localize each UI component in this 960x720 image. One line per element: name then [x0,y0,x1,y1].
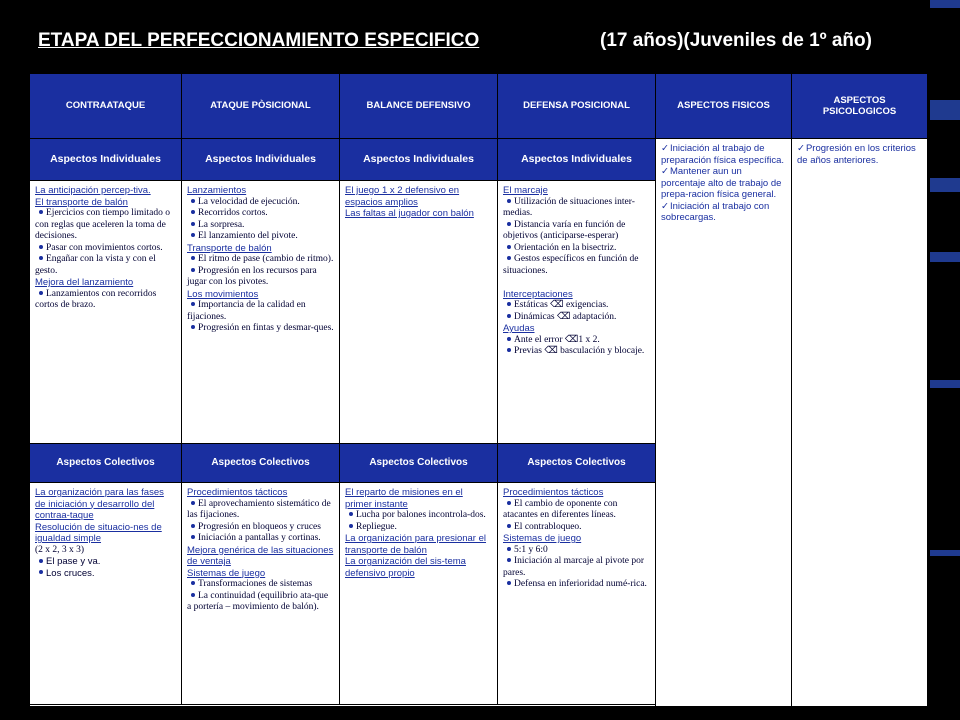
training-table [29,73,928,707]
cell-individual-balance [340,181,498,444]
cell-collective-defensa [498,483,656,705]
bullet-item [187,231,334,243]
item-text: Repliegue. [356,521,397,532]
bullet-icon [191,593,195,597]
bullet-icon [507,501,511,505]
bullet-icon [191,535,195,539]
topic-heading [187,487,334,499]
item-text: El reparto de misiones en el primer instante [345,487,463,510]
topic-heading [345,556,492,579]
item-text: Sistemas de juego [503,533,582,544]
item-text: Interceptaciones [503,288,573,300]
bullet-icon [191,581,195,585]
item-text: Mejora genérica de las situaciones de ventaja [187,544,334,567]
bullet-item [503,545,650,557]
topic-heading [187,185,334,197]
bullet-icon [191,199,195,203]
col-header-ataque: ATAQUE PÒSICIONAL [182,74,340,139]
bullet-icon [191,325,195,329]
col-header-defensa: DEFENSA POSICIONAL [498,74,656,139]
bullet-item [35,243,176,255]
item-text: La organización del sis-tema defensivo propio [345,556,466,579]
decorative-bar [930,178,960,192]
bullet-item [503,522,650,534]
decorative-bar [930,252,960,262]
item-text: Procedimientos tácticos [187,487,288,498]
bullet-item [187,208,334,220]
item-text: Gestos específicos en función de situaciones. [503,254,639,276]
item-text: El contrabloqueo. [514,521,582,532]
aspect-item [661,201,786,224]
topic-heading [345,533,492,556]
bullet-item [187,579,334,591]
bullet-item [345,510,492,522]
item-text: Progresión en los criterios de años anteriores. [797,143,916,166]
decorative-bar [930,380,960,388]
topic-heading [187,568,334,580]
topic-heading [503,289,650,301]
bullet-item [503,579,650,591]
bullet-icon [39,559,43,563]
bullet-icon [349,524,353,528]
item-text: El ritmo de pase (cambio de ritmo). [198,254,334,264]
bullet-icon [39,570,43,574]
topic-heading [35,185,176,197]
topic-heading [503,533,650,545]
item-text: El juego 1 x 2 defensivo en espacios amplios [345,185,460,208]
check-icon: ✓ [661,143,669,154]
item-text: El marcaje [503,185,548,196]
bullet-icon [507,314,511,318]
item-text: Iniciación al trabajo de preparación física específica. [661,143,785,166]
cell-aspectos-psicologicos [792,139,928,707]
item-text: Previas ⌫ basculación y blocaje. [514,346,645,356]
item-text: Mejora del lanzamiento [35,277,134,288]
title-age: (17 años)(Juveniles de 1º año) [600,30,872,51]
bullet-item [503,300,650,312]
item-text: El aprovechamiento sistemático de las fijaciones. [187,498,331,520]
item-text: Recorridos cortos. [198,208,268,218]
bullet-icon [191,233,195,237]
item-text: 5:1 y 6:0 [514,544,548,555]
topic-heading [345,487,492,510]
col-header-psicologicos: ASPECTOS PSICOLOGICOS [792,74,928,139]
decorative-bar [930,550,960,556]
bullet-item [345,522,492,534]
bullet-item [187,323,334,335]
bullet-icon [507,337,511,341]
col-header-fisicos: ASPECTOS FISICOS [656,74,792,139]
topic-heading [187,545,334,568]
bullet-icon [39,245,43,249]
topic-heading [35,522,176,545]
item-text: La organización para las fases de iniciación y desarrollo del contraa-taque [35,487,164,521]
item-text: El cambio de oponente con atacantes en diferentes líneas. [503,498,618,520]
bullet-icon [191,524,195,528]
bullet-item [187,197,334,209]
topic-heading [345,185,492,208]
bullet-item [35,289,176,312]
aspect-item [661,143,786,166]
col-header-balance: BALANCE DEFENSIVO [340,74,498,139]
check-icon: ✓ [661,166,669,177]
spacer-cell [30,705,656,707]
item-text: Importancia de la calidad en fijaciones. [187,300,306,322]
bullet-item [503,197,650,220]
bullet-item [503,243,650,255]
item-text: El pase y va. [46,556,101,567]
item-text: La velocidad de ejecución. [198,196,300,207]
topic-heading [503,323,650,335]
bullet-item [503,335,650,347]
bullet-item [503,556,650,579]
bullet-icon [39,210,43,214]
decorative-bar [930,0,960,8]
item-text: La organización para presionar el transporte de balón [345,533,487,556]
item-text: Estáticas ⌫ exigencias. [514,300,609,310]
cell-collective-ataque [182,483,340,705]
topic-heading [503,185,650,197]
cell-individual-contraataque [30,181,182,444]
bullet-icon [39,256,43,260]
topic-heading [35,277,176,289]
item-text: La sorpresa. [198,219,245,230]
bullet-item [503,499,650,522]
topic-heading [187,289,334,301]
cell-individual-ataque [182,181,340,444]
item-text: El transporte de balón [35,196,128,208]
bullet-item [35,556,176,568]
bullet-icon [191,210,195,214]
item-text: Orientación en la bisectriz. [514,242,617,253]
item-text: El lanzamiento del pivote. [198,231,298,241]
bullet-icon [507,256,511,260]
item-text: La anticipación percep-tiva. [35,185,151,196]
aspect-item [661,166,786,201]
item-text: Iniciación al trabajo con sobrecargas. [661,200,770,223]
item-text: Dinámicas ⌫ adaptación. [514,311,617,322]
item-text: Lanzamientos [187,185,247,196]
plain-text [35,545,176,557]
item-text: Ayudas [503,323,535,334]
item-text: Engañar con la vista y con el gesto. [35,254,156,276]
item-text: Los movimientos [187,288,259,300]
title-main: ETAPA DEL PERFECCIONAMIENTO ESPECIFICO [38,30,480,51]
item-text: La continuidad (equilibrio ata-que a portería – movimiento de balón). [187,590,329,612]
topic-heading [35,487,176,522]
bullet-icon [507,581,511,585]
item-text: Sistemas de juego [187,567,266,579]
col-header-contraataque: CONTRAATAQUE [30,74,182,139]
bullet-item [35,568,176,580]
bullet-icon [507,199,511,203]
check-icon: ✓ [661,200,669,212]
bullet-item [187,499,334,522]
bullet-icon [349,512,353,516]
section-collective-label: Aspectos Colectivos [30,444,182,483]
bullet-item [187,220,334,232]
bullet-item [187,254,334,266]
bullet-icon [39,291,43,295]
item-text: Transformaciones de sistemas [198,579,313,589]
cell-collective-balance [340,483,498,705]
item-text: Procedimientos tácticos [503,487,604,498]
decorative-bar [930,100,960,120]
item-text: Progresión en bloqueos y cruces [198,521,321,532]
item-text: Distancia varía en función de objetivos (anticiparse-esperar) [503,219,626,241]
item-text: Utilización de situaciones inter-medias. [503,196,635,218]
individual-subheader-row [30,139,928,181]
header-row [30,74,928,139]
bullet-icon [191,256,195,260]
slide-title [38,30,938,60]
bullet-icon [191,268,195,272]
cell-collective-contraataque [30,483,182,705]
item-text: Lanzamientos con recorridos cortos de brazo. [35,288,157,310]
bullet-item [503,346,650,358]
bullet-icon [507,245,511,249]
bullet-item [187,533,334,545]
bullet-item [503,220,650,243]
bullet-item [503,254,650,277]
section-individual-label: Aspectos Individuales [30,139,182,181]
bullet-item [187,591,334,614]
item-text: Mantener aun un porcentaje alto de trabajo de prepa-racion física general. [661,166,782,200]
item-text: Iniciación a pantallas y cortinas. [198,533,321,543]
bullet-item [35,208,176,243]
item-text: Progresión en fintas y desmar-ques. [198,323,334,333]
item-text: Defensa en inferioridad numé-rica. [514,579,647,589]
topic-heading [35,197,176,209]
aspect-item [797,143,922,166]
bullet-icon [191,501,195,505]
check-icon: ✓ [797,143,805,154]
bullet-icon [507,302,511,306]
topic-heading [187,243,334,255]
item-text: Las faltas al jugador con balón [345,208,474,219]
item-text: Progresión en los recursos para jugar con los pivotes. [187,265,317,287]
item-text: Resolución de situacio-nes de igualdad simple [35,521,162,544]
item-text: Iniciación al marcaje al pivote por pares. [503,556,645,578]
bullet-item [35,254,176,277]
item-text: Lucha por balones incontrola-dos. [356,510,486,520]
bullet-icon [191,302,195,306]
item-text: (2 x 2, 3 x 3) [35,544,85,555]
topic-heading [503,487,650,499]
bullet-icon [507,558,511,562]
section-collective-label: Aspectos Colectivos [340,444,498,483]
bullet-item [187,522,334,534]
section-individual-label: Aspectos Individuales [182,139,340,181]
topic-heading [345,208,492,220]
bullet-item [187,266,334,289]
bullet-item [503,312,650,324]
bullet-icon [507,524,511,528]
bullet-icon [191,222,195,226]
bullet-icon [507,222,511,226]
cell-aspectos-fisicos [656,139,792,707]
bullet-item [187,300,334,323]
item-text: Pasar con movimientos cortos. [46,242,163,253]
item-text: Ante el error ⌫1 x 2. [514,334,600,345]
section-individual-label: Aspectos Individuales [340,139,498,181]
bullet-icon [507,348,511,352]
spacer-line [503,277,650,289]
item-text: Los cruces. [46,567,95,579]
bullet-icon [507,547,511,551]
section-collective-label: Aspectos Colectivos [498,444,656,483]
item-text: Ejercicios con tiempo limitado o con reglas que aceleren la toma de decisiones. [35,208,170,241]
section-collective-label: Aspectos Colectivos [182,444,340,483]
cell-individual-defensa [498,181,656,444]
section-individual-label: Aspectos Individuales [498,139,656,181]
item-text: Transporte de balón [187,242,272,254]
